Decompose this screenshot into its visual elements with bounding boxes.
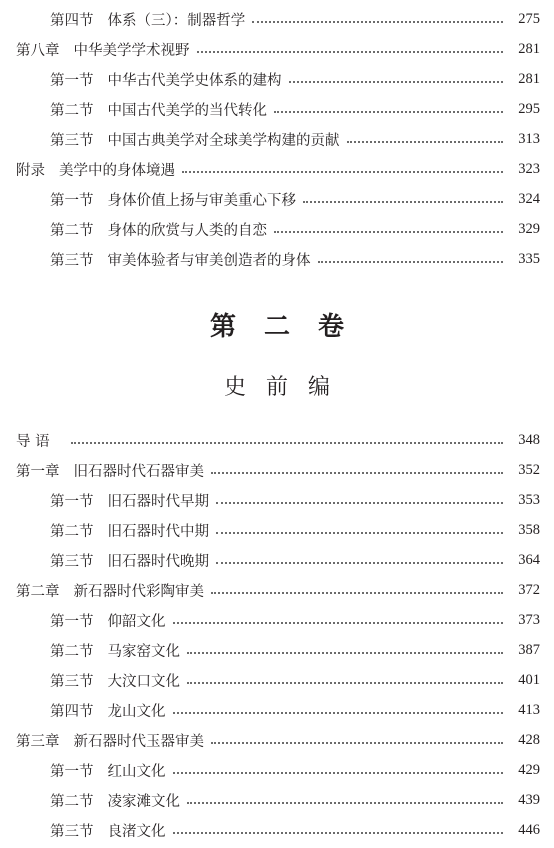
toc-entry-label: [50, 550, 209, 571]
toc-page-number: 401: [518, 671, 540, 688]
toc-entry-title: 仰韶文化: [107, 613, 166, 630]
toc-chapter-row[interactable]: [0, 575, 554, 605]
toc-entry-number: 附录: [16, 162, 45, 179]
toc-entry-title: 红山文化: [107, 763, 166, 780]
toc-entry-label: [50, 670, 180, 691]
toc-entry-title: 旧石器时代晚期: [107, 553, 209, 570]
toc-page-number: 428: [518, 731, 540, 748]
toc-entry-label: [50, 69, 282, 90]
toc-page-number: 429: [518, 761, 540, 778]
toc-entry-label: [50, 249, 311, 270]
dot-leader: [303, 200, 503, 203]
dot-leader: [216, 561, 503, 564]
toc-chapter-row[interactable]: [0, 455, 554, 485]
toc-section-row[interactable]: [0, 64, 554, 94]
toc-page-number: 335: [518, 250, 540, 267]
toc-entry-title: 中华美学学术视野: [73, 42, 190, 59]
toc-entry-number: 第二节: [50, 793, 94, 810]
dot-leader: [173, 621, 504, 624]
toc-entry-title: 马家窑文化: [107, 643, 180, 660]
toc-entry-title: 旧石器时代早期: [107, 493, 209, 510]
toc-entry-number: 第一节: [50, 72, 94, 89]
dot-leader: [318, 260, 504, 263]
toc-entry-label: [50, 219, 267, 240]
dot-leader: [173, 711, 504, 714]
toc-entry-number: 第三节: [50, 673, 94, 690]
toc-page-number: 353: [518, 491, 540, 508]
toc-page-number: 439: [518, 791, 540, 808]
toc-page-number: 413: [518, 701, 540, 718]
toc-page-number: 281: [518, 40, 540, 57]
dot-leader: [252, 20, 503, 23]
toc-entry-title: 体系（三）：制器哲学: [107, 12, 246, 29]
toc-section-row[interactable]: [0, 815, 554, 845]
toc-entry-title: 旧石器时代中期: [107, 523, 209, 540]
toc-entry-label: [50, 640, 180, 661]
toc-entry-label: [16, 730, 204, 751]
toc-section-row[interactable]: [0, 124, 554, 154]
toc-entry-label: [16, 460, 204, 481]
toc-entry-label: [16, 39, 190, 60]
dot-leader: [187, 651, 503, 654]
toc-entry-label: [16, 159, 175, 180]
toc-entry-number: 第一节: [50, 493, 94, 510]
toc-chapter-row[interactable]: [0, 34, 554, 64]
dot-leader: [173, 831, 504, 834]
toc-entry-title: 身体的欣赏与人类的自恋: [107, 222, 267, 239]
toc-section-row[interactable]: [0, 244, 554, 274]
toc-section-row[interactable]: [0, 665, 554, 695]
toc-entry-label: [50, 760, 166, 781]
toc-entry-title: 中国古典美学对全球美学构建的贡献: [107, 132, 340, 149]
dot-leader: [216, 531, 503, 534]
toc-page-number: 348: [518, 431, 540, 448]
dot-leader: [187, 801, 503, 804]
toc-entry-number: 第二章: [16, 583, 60, 600]
toc-list-bottom: [0, 425, 554, 845]
toc-chapter-row[interactable]: [0, 154, 554, 184]
toc-entry-number: 第二节: [50, 643, 94, 660]
toc-entry-title: 中华古代美学史体系的建构: [107, 72, 282, 89]
dot-leader: [211, 471, 503, 474]
dot-leader: [274, 230, 503, 233]
toc-entry-label: [50, 189, 296, 210]
toc-section-row[interactable]: [0, 485, 554, 515]
toc-entry-title: 新石器时代玉器审美: [73, 733, 204, 750]
dot-leader: [347, 140, 504, 143]
toc-entry-number: 第三节: [50, 553, 94, 570]
toc-entry-title: 新石器时代彩陶审美: [73, 583, 204, 600]
toc-entry-title: 大汶口文化: [107, 673, 180, 690]
toc-entry-label: [50, 610, 166, 631]
toc-page-number: 364: [518, 551, 540, 568]
toc-section-row[interactable]: [0, 4, 554, 34]
dot-leader: [173, 771, 504, 774]
toc-entry-number: 第一节: [50, 763, 94, 780]
toc-entry-title: 良渚文化: [107, 823, 166, 840]
toc-page-number: 295: [518, 100, 540, 117]
dot-leader: [289, 80, 504, 83]
toc-entry-number: 第一节: [50, 613, 94, 630]
toc-entry-number: 第八章: [16, 42, 60, 59]
toc-page-number: 329: [518, 220, 540, 237]
toc-entry-number: 导 语: [16, 433, 50, 450]
toc-section-row[interactable]: [0, 755, 554, 785]
toc-entry-title: 身体价值上扬与审美重心下移: [107, 192, 296, 209]
dot-leader: [182, 170, 503, 173]
toc-entry-number: 第二节: [50, 102, 94, 119]
toc-page-number: 372: [518, 581, 540, 598]
toc-page-number: 324: [518, 190, 540, 207]
toc-page-number: 281: [518, 70, 540, 87]
toc-entry-title: 中国古代美学的当代转化: [107, 102, 267, 119]
toc-section-row[interactable]: [0, 695, 554, 725]
part-title: 史前编: [223, 375, 350, 400]
toc-entry-number: 第一节: [50, 192, 94, 209]
toc-entry-number: 第三节: [50, 823, 94, 840]
toc-entry-label: [50, 820, 166, 841]
toc-entry-label: [50, 99, 267, 120]
toc-entry-title: 凌家滩文化: [107, 793, 180, 810]
toc-list-top: [0, 4, 554, 274]
toc-entry-number: 第四节: [50, 703, 94, 720]
toc-entry-title: 美学中的身体境遇: [59, 162, 175, 179]
toc-entry-number: 第二节: [50, 222, 94, 239]
toc-entry-number: 第三节: [50, 252, 94, 269]
dot-leader: [211, 591, 503, 594]
dot-leader: [211, 741, 503, 744]
toc-page-number: 323: [518, 160, 540, 177]
toc-entry-label: [50, 790, 180, 811]
toc-section-row[interactable]: [0, 785, 554, 815]
toc-page-number: 446: [518, 821, 540, 838]
toc-section-row[interactable]: [0, 545, 554, 575]
dot-leader: [197, 50, 504, 53]
toc-section-row[interactable]: [0, 94, 554, 124]
toc-entry-number: 第四节: [50, 12, 94, 29]
toc-entry-label: [50, 700, 166, 721]
volume-title: 第二卷: [209, 312, 372, 342]
toc-entry-label: [16, 580, 204, 601]
dot-leader: [187, 681, 503, 684]
toc-section-row[interactable]: [0, 184, 554, 214]
toc-entry-label: [50, 9, 245, 30]
toc-page-number: 373: [518, 611, 540, 628]
toc-entry-label: [50, 520, 209, 541]
toc-entry-label: [50, 129, 340, 150]
toc-entry-number: 第三章: [16, 733, 60, 750]
dot-leader: [216, 501, 503, 504]
toc-section-row[interactable]: [0, 635, 554, 665]
toc-section-row[interactable]: [0, 515, 554, 545]
toc-page-number: 352: [518, 461, 540, 478]
toc-page-number: 313: [518, 130, 540, 147]
toc-entry-title: 旧石器时代石器审美: [73, 463, 204, 480]
toc-entry-label: [16, 430, 64, 451]
toc-page-number: 358: [518, 521, 540, 538]
toc-section-row[interactable]: [0, 214, 554, 244]
dot-leader: [274, 110, 503, 113]
toc-entry-number: 第三节: [50, 132, 94, 149]
toc-page-number: 275: [518, 10, 540, 27]
toc-chapter-row[interactable]: [0, 725, 554, 755]
toc-entry-label: [50, 490, 209, 511]
dot-leader: [71, 441, 503, 444]
toc-entry-number: 第一章: [16, 463, 60, 480]
toc-entry-title: 审美体验者与审美创造者的身体: [107, 252, 311, 269]
toc-section-row[interactable]: [0, 605, 554, 635]
toc-chapter-row[interactable]: [0, 425, 554, 455]
toc-entry-title: 龙山文化: [107, 703, 166, 720]
toc-page-number: 387: [518, 641, 540, 658]
toc-entry-number: 第二节: [50, 523, 94, 540]
